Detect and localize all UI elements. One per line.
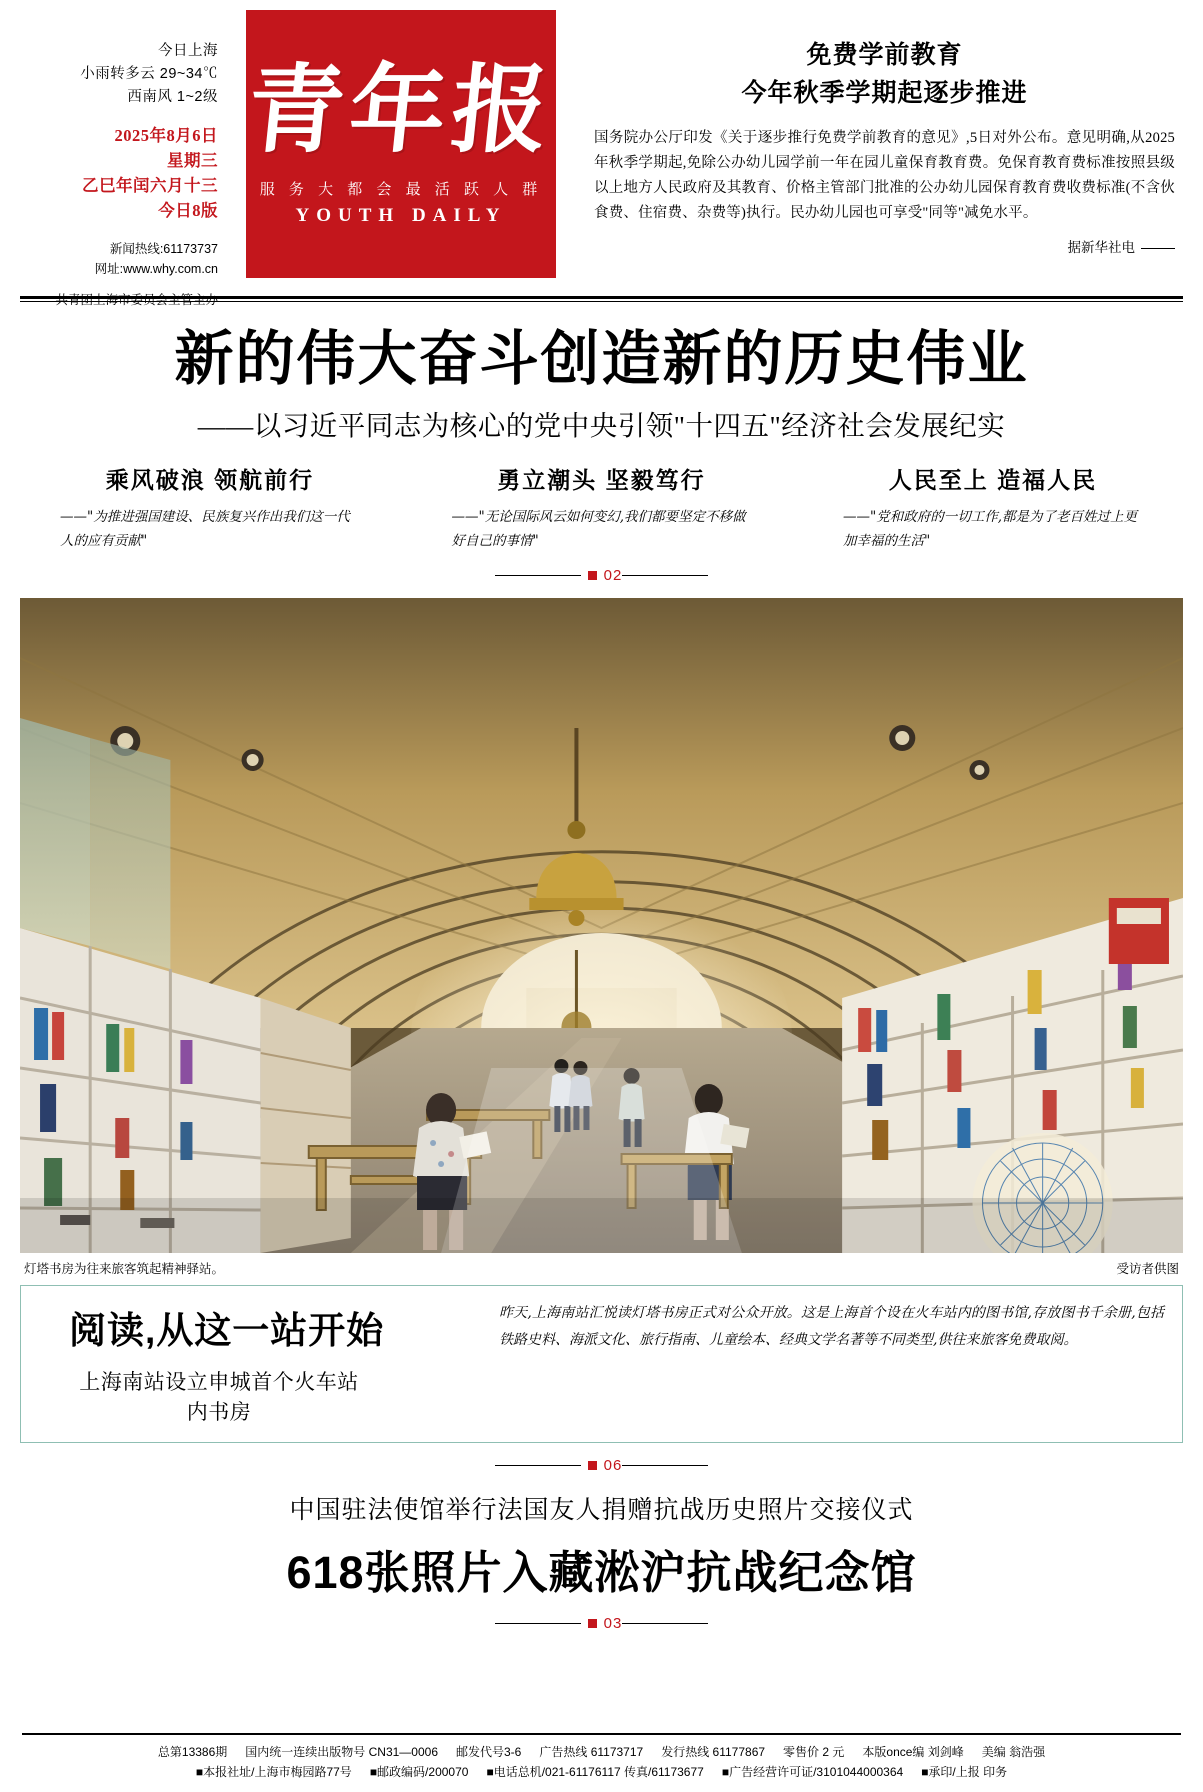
footer-address: ■本报社址/上海市梅园路77号: [195, 1765, 352, 1779]
date-weekday: 星期三: [167, 151, 218, 170]
subhead-quote: ——"党和政府的一切工作,都是为了老百姓过上更加幸福的生活": [843, 509, 1138, 549]
date-pages: 今日8版: [158, 201, 218, 220]
logo-english-title: YOUTH DAILY: [295, 204, 507, 226]
rule-right: [622, 1465, 708, 1466]
footer-rule: [22, 1733, 1181, 1735]
story-title-column: [39, 1300, 469, 1426]
subhead-row: [0, 444, 1203, 553]
rule-left: [495, 575, 581, 576]
page-number: 06: [603, 1457, 623, 1474]
page-title: 新的伟大奋斗创造新的历史伟业: [174, 326, 1029, 392]
bottom-kicker: 中国驻法使馆举行法国友人捐赠抗战历史照片交接仪式: [289, 1496, 914, 1524]
footer-ad-license: ■广告经营许可证/3101044000364: [721, 1765, 904, 1779]
subhead-quote: ——"无论国际风云如何变幻,我们都要坚定不移做好自己的事情": [451, 509, 746, 549]
weather-city: 今日上海: [158, 43, 218, 59]
masthead-left-column: [28, 10, 228, 307]
footer-printer: ■承印/上报 印务: [921, 1765, 1008, 1779]
masthead: [0, 0, 1203, 307]
square-marker-icon: [588, 1619, 597, 1628]
footer-editor: 本版once编 刘剑峰: [862, 1745, 964, 1759]
weather-condition: 小雨转多云 29~34℃: [80, 66, 218, 82]
sponsor-line: 共青团上海市委员会主管主办: [55, 293, 218, 307]
newspaper-logo: [242, 10, 560, 278]
contact-block: [28, 239, 218, 279]
rule-left: [495, 1465, 581, 1466]
square-marker-icon: [588, 1461, 597, 1470]
page-reference-headline[interactable]: [0, 567, 1203, 584]
footer-zip: ■邮政编码/200070: [369, 1765, 469, 1779]
subhead-title: 人民至上 造福人民: [888, 467, 1098, 493]
headline-subtitle: ——以习近平同志为核心的党中央引领"十四五"经济社会发展纪实: [197, 410, 1006, 441]
photo-credit: 受访者供图: [1116, 1262, 1179, 1276]
page-number: 03: [603, 1615, 623, 1632]
footer-ad-hotline: 广告热线 61173717: [539, 1745, 644, 1759]
subhead-item: [843, 462, 1143, 553]
square-marker-icon: [588, 571, 597, 580]
subhead-item: [60, 462, 360, 553]
main-headline-block: [0, 302, 1203, 444]
photo-caption-row: [20, 1253, 1183, 1277]
website-url[interactable]: 网址:www.why.com.cn: [94, 262, 218, 276]
page-footer: [0, 1733, 1203, 1792]
footer-issue: 总第13386期: [157, 1745, 228, 1759]
rule-right: [622, 1623, 708, 1624]
photo-caption: 灯塔书房为往来旅客筑起精神驿站。: [24, 1262, 225, 1276]
page-reference-story[interactable]: [0, 1457, 1203, 1474]
date-lunar: 乙巳年闰六月十三: [82, 176, 218, 195]
story-title: 阅读,从这一站开始: [69, 1310, 385, 1351]
lead-title-line2: 今年秋季学期起逐步推进: [741, 79, 1028, 107]
story-subtitle: 上海南站设立申城首个火车站内书房: [79, 1370, 359, 1424]
subhead-quote: ——"为推进强国建设、民族复兴作出我们这一代人的应有贡献": [60, 509, 350, 549]
news-hotline: 新闻热线:61173737: [109, 242, 218, 256]
lead-photo-block: [20, 598, 1183, 1277]
date-block: [28, 123, 218, 223]
footer-cn-number: 国内统一连续出版物号 CN31—0006: [245, 1745, 438, 1759]
page-number: 02: [603, 567, 623, 584]
footer-switchboard: ■电话总机/021-61176117 传真/61173677: [486, 1765, 704, 1779]
lead-brief: [574, 10, 1175, 290]
story-body: 昨天,上海南站汇悦读灯塔书房正式对公众开放。这是上海首个设在火车站内的图书馆,存放图书千余册,包括铁路史料、海派文化、旅行指南、儿童绘本、经典文学名著等不同类型,供往来旅客免费取阅。: [499, 1305, 1164, 1348]
page-reference-bottom[interactable]: [0, 1615, 1203, 1632]
rule-right: [622, 575, 708, 576]
date-gregorian: 2025年8月6日: [114, 126, 218, 145]
logo-chinese-title: 青年报: [242, 52, 560, 166]
lead-photo: [20, 598, 1183, 1253]
footer-art-editor: 美编 翁浩强: [981, 1745, 1046, 1759]
bottom-headline-block: [0, 1474, 1203, 1601]
rule-left: [495, 1623, 581, 1624]
lead-body: 国务院办公厅印发《关于逐步推行免费学前教育的意见》,5日对外公布。意见明确,从2025年秋季学期起,免除公办幼儿园学前一年在园儿童保育教育费。免保育教育费标准按照县级以上地方人民政府及其教育、价格主管部门批准的公办幼儿园保育教育费收费标准(不含伙食费、住宿费、杂费等)执行。民办幼儿园也可享受"同等"减免水平。: [594, 130, 1175, 221]
footer-row-2: [22, 1762, 1181, 1782]
photo-illustration: [20, 598, 1183, 1253]
footer-row-1: [22, 1742, 1181, 1762]
footer-price: 零售价 2 元: [783, 1745, 845, 1759]
lead-source: 据新华社电: [594, 236, 1175, 256]
subhead-item: [452, 462, 752, 553]
weather-wind: 西南风 1~2级: [127, 89, 218, 105]
subhead-title: 乘风破浪 领航前行: [105, 467, 315, 493]
footer-postal-code: 邮发代号3-6: [456, 1745, 522, 1759]
subhead-title: 勇立潮头 坚毅笃行: [497, 467, 706, 493]
footer-distribution-hotline: 发行热线 61177867: [661, 1745, 766, 1759]
bottom-headline: 618张照片入藏淞沪抗战纪念馆: [286, 1547, 917, 1598]
bookstore-story: [20, 1285, 1183, 1443]
lead-title-line1: 免费学前教育: [806, 41, 963, 69]
logo-slogan: 服 务 大 都 会 最 活 跃 人 群: [259, 180, 543, 198]
